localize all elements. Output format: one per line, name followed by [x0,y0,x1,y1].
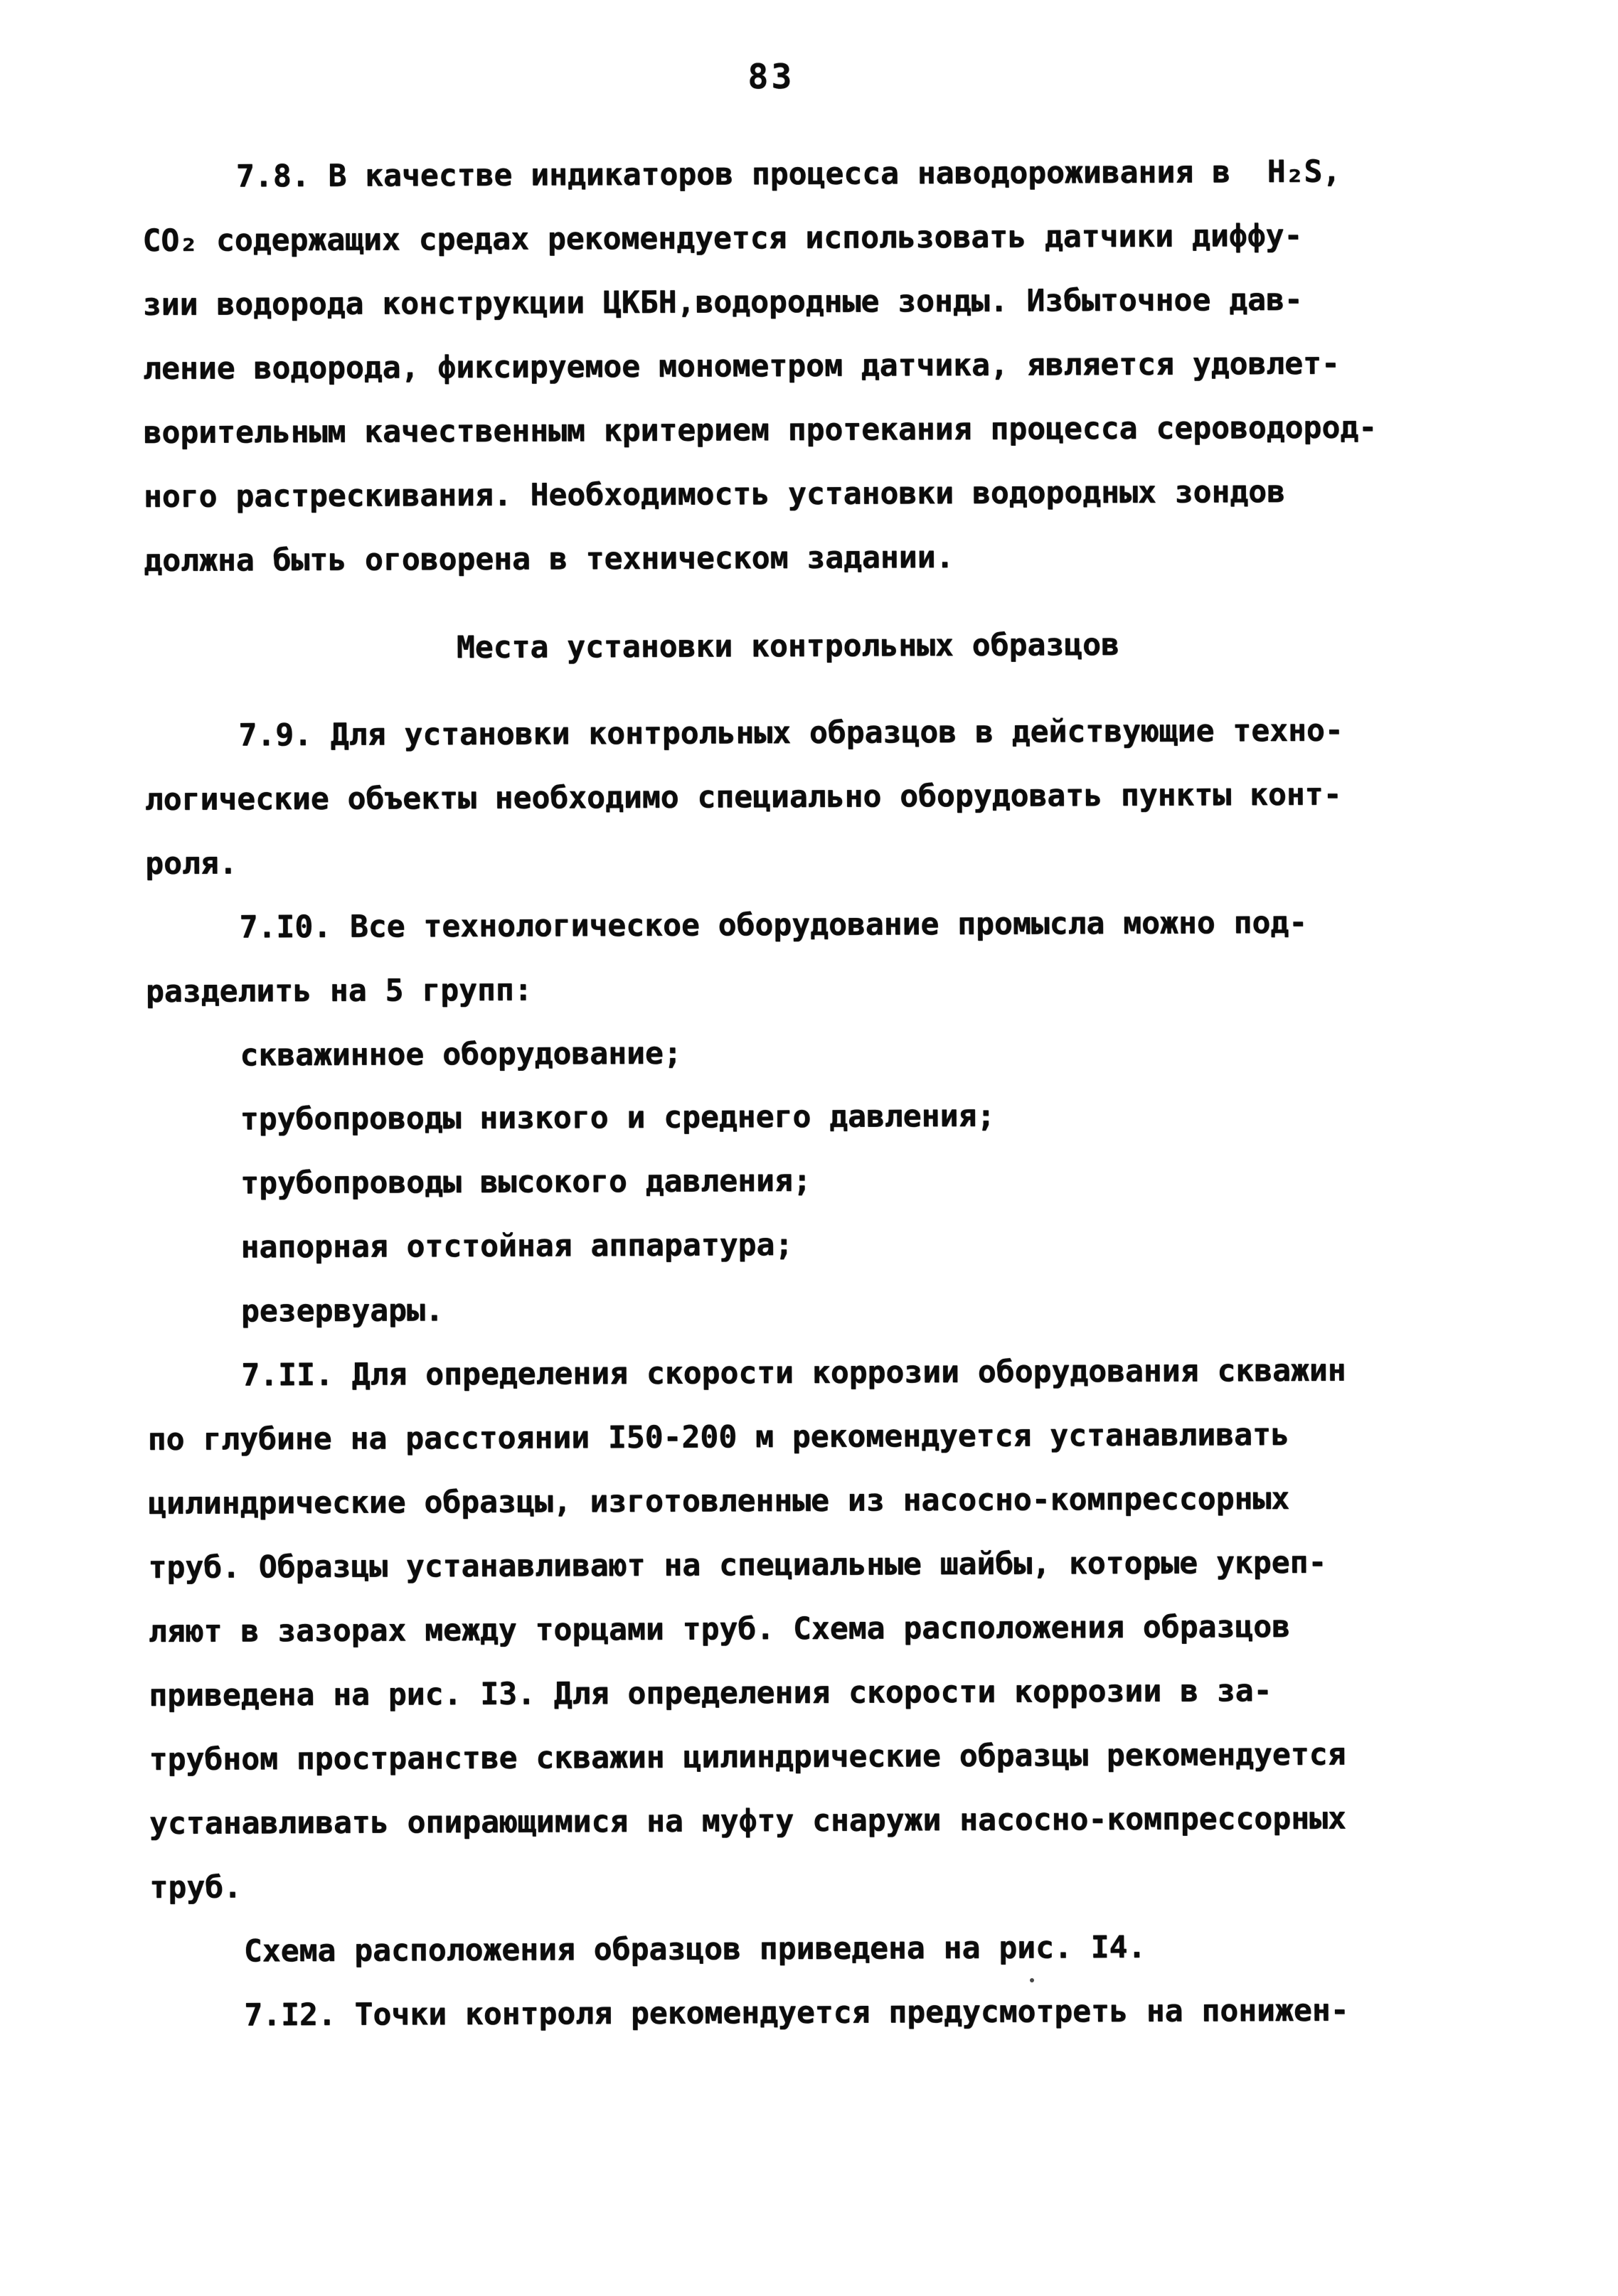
text-line: труб. [149,1869,243,1906]
scan-speck [1030,1978,1034,1982]
text-line: напорная отстойная аппаратура; [240,1227,794,1266]
text-line: 7.II. Для определения скорости коррозии оборудования скважин [241,1352,1346,1394]
text-line: 7.I0. Все технологическое оборудование промысла можно под- [239,904,1308,946]
text-line: ление водорода, фиксируемое монометром датчика, является удовлет- [143,346,1340,387]
text-line: логические объекты необходимо специально оборудовать пункты конт- [144,776,1342,818]
text-line: 7.I2. Точки контроля рекомендуется предусмотреть на понижен- [244,1992,1349,2034]
text-line: роля. [145,845,238,882]
text-line: ворительным качественным критерием протекания процесса сероводород- [143,410,1378,451]
text-line: зии водорода конструкции ЦКБН,водородные зонды. Избыточное дав- [142,282,1303,323]
text-line: должна быть оговорена в техническом задании. [144,539,954,579]
text-line: по глубине на расстоянии I50-200 м рекомендуется устанавливать [147,1416,1289,1458]
section-heading: Места установки контрольных образцов [456,626,1119,666]
text-line: ного растрескивания. Необходимость установки водородных зондов [143,474,1286,515]
text-line: цилиндрические образцы, изготовленные из насосно-компрессорных [148,1480,1290,1522]
text-line: разделить на 5 групп: [145,972,533,1010]
page-number: 83 [747,56,795,97]
text-line: устанавливать опирающимися на муфту снаружи насосно-компрессорных [149,1800,1346,1842]
text-line: резервуары. [240,1293,444,1330]
text-line: ляют в зазорах между торцами труб. Схема расположения образцов [148,1608,1291,1650]
text-line: скважинное оборудование; [240,1035,682,1074]
text-line: Схема расположения образцов приведена на рис. I4. [243,1929,1146,1970]
text-line: трубопроводы высокого давления; [240,1163,811,1202]
text-line: приведена на рис. I3. Для определения скорости коррозии в за- [149,1673,1272,1714]
text-line: труб. Образцы устанавливают на специальные шайбы, которые укреп- [148,1544,1327,1586]
document-text-block [142,139,1438,2048]
text-line: 7.8. В качестве индикаторов процесса наводороживания в Н₂S, [235,154,1341,195]
text-line: трубопроводы низкого и среднего давления; [240,1098,996,1138]
text-line: 7.9. Для установки контрольных образцов в действующие техно- [238,712,1343,754]
text-line: СО₂ содержащих средах рекомендуется использовать датчики диффу- [142,218,1303,259]
text-line: трубном пространстве скважин цилиндрические образцы рекомендуется [149,1736,1346,1778]
